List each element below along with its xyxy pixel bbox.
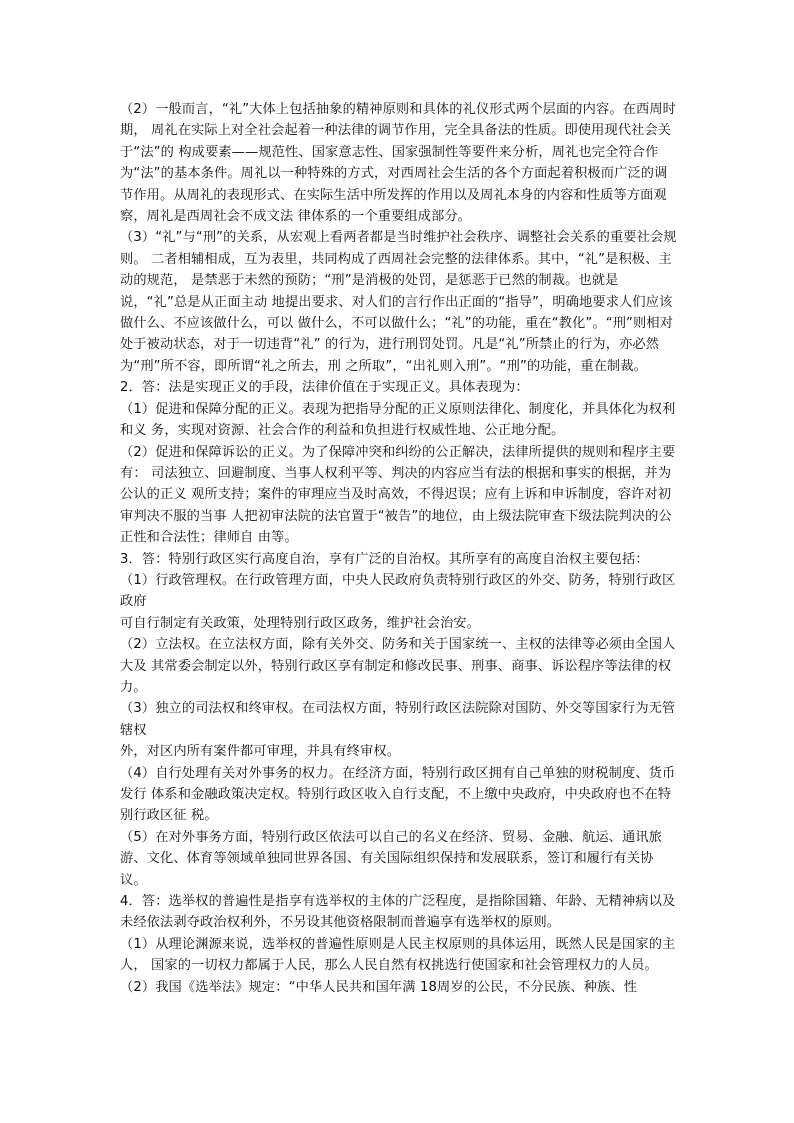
paragraph-answer-4-intro: 4．答：选举权的普遍性是指享有选举权的主体的广泛程度，是指除国籍、年龄、无精神病以及未经依法剥夺政治权利外，不另设其他资格限制而普遍享有选举权的原则。 bbox=[120, 894, 676, 931]
paragraph-external-affairs: （5）在对外事务方面，特别行政区依法可以自己的名义在经济、贸易、金融、航运、通讯旅游、文化、体育等领域单独同世界各国、有关国际组织保持和发展联系，签订和履行有关协议。 bbox=[120, 829, 663, 888]
paragraph-universality-theory: （1）从理论渊源来说，选举权的普遍性原则是人民主权原则的具体运用，既然人民是国家的主人， 国家的一切权力都属于人民，那么人民自然有权挑选行使国家和社会管理权力的人员。 bbox=[120, 936, 676, 974]
paragraph-election-law: （2）我国《选举法》规定：“中华人民共和国年满 18周岁的公民，不分民族、种族、性 bbox=[120, 979, 638, 995]
paragraph-distributive-justice: （1）促进和保障分配的正义。表现为把指导分配的正义原则法律化、制度化，并具体化为权利和义 务，实现对资源、社会合作的利益和负担进行权威性地、公正地分配。 bbox=[120, 401, 676, 439]
paragraph-procedural-justice: （2）促进和保障诉讼的正义。为了保障冲突和纠纷的公正解决，法律所提供的规则和程序主要有： 司法独立、回避制度、当事人权利平等、判决的内容应当有法的根据和事实的根据，并为公认的正义 观所支持；案件的审理应当及时高效，不得迟误；应有上诉和申诉制度，容许对初审判决不服的当事 人把初审法院的法官置于“被告”的地位，由上级法院审查下级法院判决的公正性和合法性；律师自 由等。 bbox=[120, 444, 676, 546]
paragraph-administrative-power: （1）行政管理权。在行政管理方面，中央人民政府负责特别行政区的外交、防务，特别行政区政府 bbox=[120, 572, 676, 610]
paragraph-answer-2-intro: 2．答：法是实现正义的手段，法律价值在于实现正义。具体表现为： bbox=[120, 380, 529, 396]
document-body bbox=[120, 99, 680, 998]
paragraph-li-content: （2）一般而言，“礼”大体上包括抽象的精神原则和具体的礼仪形式两个层面的内容。在西周时期， 周礼在实际上对全社会起着一种法律的调节作用，完全具备法的性质。即使用现代社会关于“法”的 构成要素——规范性、国家意志性、国家强制性等要件来分析，周礼也完全符合作为“法”的基本条件。周礼以一种特殊的方式，对西周社会生活的各个方面起着积极而广泛的调节作用。从周礼的表现形式、在实际生活中所发挥的作用以及周礼本身的内容和性质等方面观察，周礼是西周社会不成文法 律体系的一个重要组成部分。 bbox=[120, 102, 677, 225]
paragraph-judicial-power: （3）独立的司法权和终审权。在司法权方面，特别行政区法院除对国防、外交等国家行为无管辖权 bbox=[120, 701, 676, 738]
paragraph-answer-3-intro: 3．答：特别行政区实行高度自治，享有广泛的自治权。其所享有的高度自治权主要包括： bbox=[120, 551, 649, 567]
paragraph-li-xing-relation: （3）“礼”与“刑”的关系，从宏观上看两者都是当时维护社会秩序、调整社会关系的重要社会规则。 二者相辅相成，互为表里，共同构成了西周社会完整的法律体系。其中，“礼”是积极、主动的规范， 是禁恶于未然的预防；“刑”是消极的处罚，是惩恶于已然的制裁。也就是说，“礼”总是从正面主动 地提出要求、对人们的言行作出正面的“指导”，明确地要求人们应该做什么、不应该做什么，可以 做什么，不可以做什么；“礼”的功能，重在“教化”。“刑”则相对处于被动状态，对于一切违背“礼” 的行为，进行刑罚处罚。凡是“礼”所禁止的行为，亦必然为“刑”所不容，即所谓“礼之所去，刑 之所取”，“出礼则入刑”。“刑”的功能，重在制裁。 bbox=[120, 230, 677, 374]
paragraph-administrative-power-cont: 可自行制定有关政策，处理特别行政区政务，维护社会治安。 bbox=[120, 615, 481, 631]
paragraph-legislative-power: （2）立法权。在立法权方面，除有关外交、防务和关于国家统一、主权的法律等必须由全国人大及 其常委会制定以外，特别行政区享有制定和修改民事、刑事、商事、诉讼程序等法律的权力。 bbox=[120, 637, 676, 695]
paragraph-judicial-power-cont: 外，对区内所有案件都可审理，并具有终审权。 bbox=[120, 744, 401, 760]
paragraph-external-affairs-economic: （4）自行处理有关对外事务的权力。在经济方面，特别行政区拥有自己单独的财税制度、货币发行 体系和金融政策决定权。特别行政区收入自行支配，不上缴中央政府，中央政府也不在特别行政区征 税。 bbox=[120, 765, 676, 824]
